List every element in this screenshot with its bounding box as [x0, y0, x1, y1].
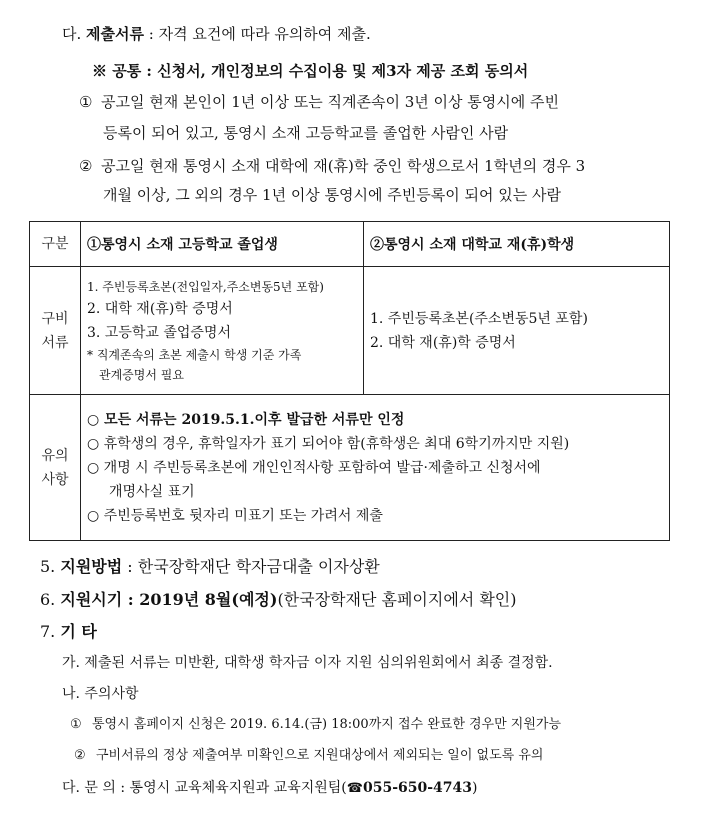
- section-6-text: (한국장학재단 홈페이지에서 확인): [277, 590, 517, 609]
- col2-item-1: 1. 주빈등록초본(주소변동5년 포함): [370, 310, 588, 327]
- section-6: [40, 590, 516, 610]
- section-5-text: : 한국장학재단 학자금대출 이자상환: [122, 557, 380, 576]
- col1-item-3: 3. 고등학교 졸업증명서: [87, 324, 231, 341]
- common-docs-line: ※ 공통 : 신청서, 개인정보의 수집이용 및 제3자 제공 조회 동의서: [92, 62, 529, 80]
- caution-1: [70, 715, 561, 735]
- inquiry-prefix: 다. 문 의 : 통영시 교육체육지원과 교육지원팀(: [62, 780, 347, 796]
- submission-docs-line: [62, 24, 371, 44]
- inquiry-suffix: ): [472, 780, 478, 796]
- table-header-row: [30, 222, 670, 267]
- eligibility-2-line1: 공고일 현재 통영시 소재 대학에 재(휴)학 중인 학생으로서 1학년의 경우 3: [101, 157, 586, 175]
- section-6-num: 6.: [40, 590, 61, 609]
- docs-label-2: 서류: [41, 334, 69, 351]
- notes-label-1: 유의: [41, 447, 69, 464]
- inquiry-phone: 055-650-4743: [362, 780, 473, 796]
- section-6-label: 지원시기 : 2019년 8월(예정): [60, 590, 278, 609]
- col1-item-1: 1. 주빈등록초본(전입일자,주소변동5년 포함): [87, 279, 324, 294]
- docs-label-1: 구비: [41, 310, 69, 327]
- col1-note-1: * 직계존속의 초본 제출시 학생 기준 가족: [87, 347, 302, 362]
- section-5-num: 5.: [40, 557, 61, 576]
- item-prefix: 다.: [62, 25, 87, 43]
- inquiry-line: [62, 778, 477, 799]
- note-item-1: ○ 모든 서류는 2019.5.1.이후 발급한 서류만 인정: [87, 411, 405, 428]
- section-5-label: 지원방법: [60, 557, 123, 576]
- docs-row: [30, 267, 670, 395]
- section-7-item-na: 나. 주의사항: [62, 686, 139, 702]
- notes-row: [30, 395, 670, 541]
- caution-2-marker: ②: [74, 748, 86, 763]
- required-docs-table: [29, 221, 670, 541]
- note-item-3: ○ 개명 시 주빈등록초본에 개인인적사항 포함하여 발급·제출하고 신청서에: [87, 459, 541, 476]
- phone-icon: ☎: [346, 781, 363, 796]
- notes-row-label: [30, 395, 81, 541]
- notes-cell: [81, 395, 670, 541]
- header-col1: ①통영시 소재 고등학교 졸업생: [81, 222, 364, 267]
- eligibility-1-line1: 공고일 현재 본인이 1년 이상 또는 직계존속이 3년 이상 통영시에 주빈: [101, 93, 560, 111]
- note-item-4: ○ 주빈등록번호 뒷자리 미표기 또는 가려서 제출: [87, 507, 383, 524]
- header-label: 구분: [30, 222, 81, 267]
- caution-1-marker: ①: [70, 717, 82, 732]
- docs-row-label: [30, 267, 81, 395]
- marker-2: ②: [79, 157, 93, 175]
- marker-1: ①: [79, 93, 93, 111]
- section-5: [40, 557, 380, 577]
- eligibility-2-line2: 개월 이상, 그 외의 경우 1년 이상 통영시에 주빈등록이 되어 있는 사람: [103, 186, 561, 204]
- notes-label-2: 사항: [41, 471, 69, 488]
- col1-item-2: 2. 대학 재(휴)학 증명서: [87, 300, 233, 317]
- eligibility-1-line2: 등록이 되어 있고, 통영시 소재 고등학교를 졸업한 사람인 사람: [103, 124, 509, 142]
- submission-docs-label: 제출서류: [86, 25, 144, 43]
- section-7-num: 7.: [40, 622, 61, 641]
- header-col2: ②통영시 소재 대학교 재(휴)학생: [364, 222, 670, 267]
- caution-2: [74, 746, 543, 766]
- section-7: [40, 622, 97, 642]
- col2-item-2: 2. 대학 재(휴)학 증명서: [370, 334, 516, 351]
- eligibility-item-2: [79, 156, 585, 176]
- docs-col1: [81, 267, 364, 395]
- section-7-label: 기 타: [60, 622, 97, 641]
- note-item-2: ○ 휴학생의 경우, 휴학일자가 표기 되어야 함(휴학생은 최대 6학기까지만 지원): [87, 435, 570, 452]
- section-7-item-ga: 가. 제출된 서류는 미반환, 대학생 학자금 이자 지원 심의위원회에서 최종 결정함.: [62, 655, 553, 671]
- note-item-3-cont: 개명사실 표기: [109, 483, 195, 500]
- col1-note-2: 관계증명서 필요: [99, 367, 184, 382]
- docs-col2: [364, 267, 670, 395]
- submission-docs-text: : 자격 요건에 따라 유의하여 제출.: [144, 25, 371, 43]
- eligibility-item-1: [79, 92, 559, 112]
- caution-2-text: 구비서류의 정상 제출여부 미확인으로 지원대상에서 제외되는 일이 없도록 유의: [96, 748, 544, 763]
- caution-1-text: 통영시 홈페이지 신청은 2019. 6.14.(금) 18:00까지 접수 완료한 경우만 지원가능: [92, 717, 562, 732]
